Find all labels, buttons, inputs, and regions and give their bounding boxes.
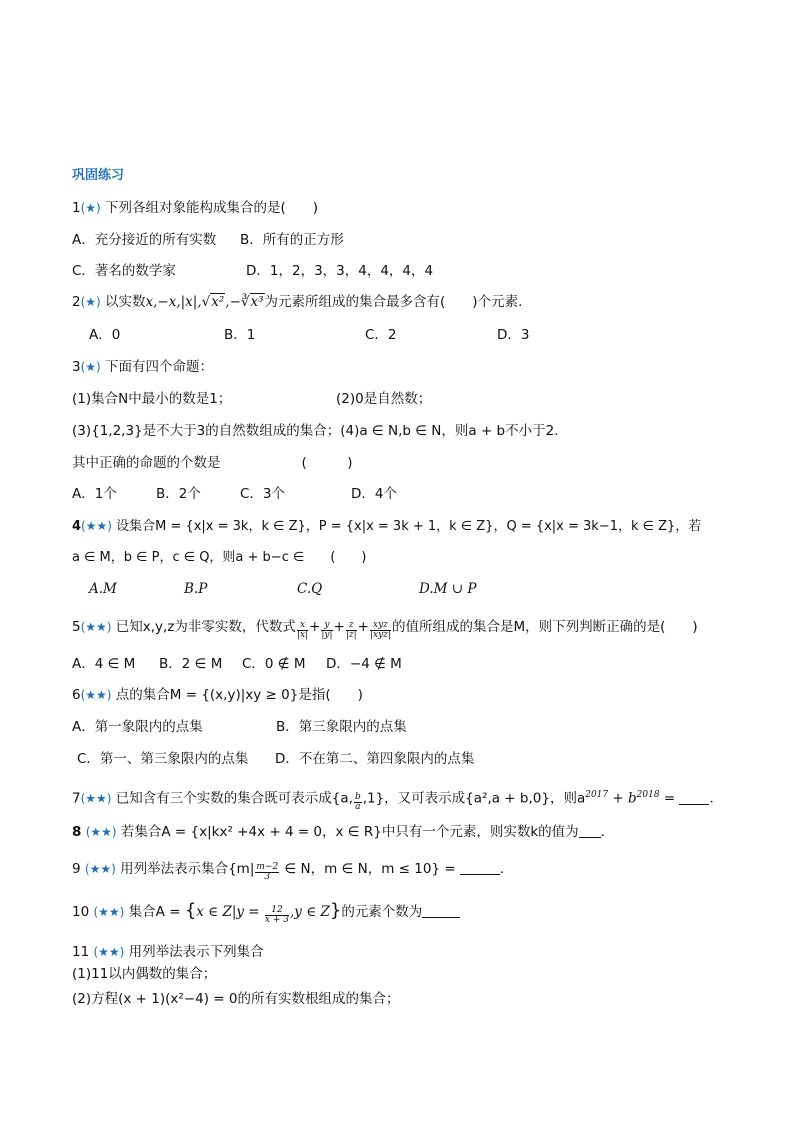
question-number: 5 — [72, 619, 81, 635]
options-row — [72, 485, 397, 503]
set-brace-close: } — [329, 900, 342, 921]
answer-blank[interactable] — [460, 861, 500, 875]
question-stem: 下列各组对象能构成集合的是( ) — [105, 200, 319, 216]
question-number: 3 — [72, 359, 81, 375]
option-a: A．第一象限内的点集 — [72, 719, 203, 735]
difficulty-stars: (★★) — [80, 620, 112, 634]
question-end: ． — [709, 790, 723, 807]
question-ask: 其中正确的命题的个数是 ( ) — [72, 455, 353, 471]
question-stem-line-1: 设集合M = {x|x = 3k，k ∈ Z}，P = {x|x = 3k + 1，k ∈ Z}，Q = {x|x = 3k−1，k ∈ Z}，若 — [116, 519, 702, 534]
fraction-m-minus-2-over-3: $\frac{m-2}{3}$ — [256, 862, 279, 882]
option-b: B．第三象限内的点集 — [276, 719, 407, 735]
question-stem-mid: ,1}，又可表示成{a²,a + b,0}，则a — [362, 790, 586, 807]
option-d: D．4个 — [351, 486, 397, 502]
option-b: B．2 ∈ M — [159, 656, 223, 672]
option-c: C.Q — [297, 581, 323, 597]
option-c: C．0 ∉ M — [242, 656, 306, 672]
options-row — [72, 655, 402, 673]
question-stem-pre: 已知x,y,z为非零实数，代数式 — [115, 619, 296, 635]
fraction-sum: $\frac{x}{|x|}$ + $\frac{y}{|y|}$ + $\frac{z}{|z|}$ + $\frac{\text{xyz}}{\text{|xyz|}}$ — [296, 619, 391, 640]
question-9 — [72, 860, 513, 882]
math-plus-b: + b — [608, 790, 637, 807]
question-11 — [72, 943, 264, 961]
option-a: A.M — [89, 581, 117, 597]
option-d: D.M ∪ P — [419, 581, 477, 597]
question-1 — [72, 199, 318, 217]
sub-question-2: (2)方程(x + 1)(x²−4) = 0的所有实数根组成的集合； — [72, 991, 400, 1007]
set-condition-pre: x ∈ Z|y = — [196, 904, 264, 920]
math-expression: x,−x,|x|, — [145, 294, 202, 310]
question-stem-pre: 集合A = — [128, 904, 185, 920]
proposition-row-1 — [72, 390, 432, 408]
option-c: C．2 — [365, 327, 397, 343]
question-10 — [72, 902, 460, 925]
option-a: A．0 — [89, 327, 121, 343]
question-stem: 若集合A = {x|kx² +4x + 4 = 0，x ∈ R}中只有一个元素，则实数k的值为 — [120, 824, 579, 840]
option-b: B.P — [184, 581, 208, 597]
option-d: D．3 — [497, 327, 530, 343]
option-d: D．不在第二、第四象限内的点集 — [275, 751, 475, 767]
answer-blank[interactable] — [579, 824, 601, 838]
difficulty-stars: (★★) — [80, 688, 112, 702]
question-number: 10 — [72, 904, 90, 920]
question-stem-post: 的元素个数为 — [341, 904, 423, 920]
option-d: D．−4 ∉ M — [326, 656, 402, 672]
option-a: A．4 ∈ M — [72, 656, 136, 672]
question-stem-pre: 用列举法表示集合{m| — [120, 861, 255, 877]
question-2 — [72, 293, 532, 311]
question-4 — [72, 517, 701, 536]
question-number: 4 — [72, 519, 82, 534]
question-8 — [72, 823, 614, 841]
options-row-2 — [77, 750, 475, 768]
question-stem-post: 的值所组成的集合是M，则下列判断正确的是( ) — [391, 619, 698, 635]
options-row-1 — [72, 231, 344, 249]
proposition-2: (2)0是自然数； — [336, 391, 432, 407]
option-a: A．1个 — [72, 486, 117, 502]
question-stem-pre: 以实数 — [105, 294, 146, 310]
difficulty-stars: (★★) — [81, 519, 112, 533]
question-stem: 用列举法表示下列集合 — [128, 944, 264, 960]
options-row — [89, 326, 530, 344]
proposition-1: (1)集合N中最小的数是1； — [72, 391, 232, 407]
section-title: 巩固练习 — [72, 168, 125, 183]
question-stem-post: 为元素所组成的集合最多含有( )个元素． — [264, 294, 532, 310]
difficulty-stars: (★★) — [80, 791, 112, 806]
fraction-12-over-x-plus-3: $\frac{12}{x + 3}$ — [264, 905, 289, 925]
options-row — [89, 580, 477, 598]
option-d: D．1，2，3，3，4，4，4，4 — [246, 263, 434, 279]
option-b: B．1 — [224, 327, 256, 343]
options-row-1 — [72, 718, 407, 736]
difficulty-stars: (★) — [80, 360, 101, 374]
set-brace-open: { — [184, 900, 197, 921]
option-b: B．所有的正方形 — [240, 232, 344, 248]
question-end: ． — [600, 824, 615, 840]
answer-blank[interactable] — [422, 904, 460, 918]
options-row-2 — [72, 262, 434, 280]
question-number: 1 — [72, 200, 81, 216]
option-c: C．著名的数学家 — [72, 263, 176, 279]
question-number: 2 — [72, 294, 81, 310]
question-stem-post: = — [659, 790, 680, 807]
question-number: 8 — [72, 824, 82, 840]
question-stem: 下面有四个命题： — [105, 359, 214, 375]
difficulty-stars: (★) — [80, 201, 101, 215]
question-4-line-2: a ∈ M，b ∈ P，c ∈ Q，则a + b−c ∈ ( ) — [72, 550, 367, 565]
difficulty-stars: (★★) — [93, 905, 125, 919]
question-number: 11 — [72, 944, 90, 960]
answer-blank[interactable] — [679, 791, 709, 805]
option-a: A．充分接近的所有实数 — [72, 232, 217, 248]
option-c: C．第一、第三象限内的点集 — [77, 751, 249, 767]
option-b: B．2个 — [156, 486, 201, 502]
difficulty-stars: (★★) — [84, 862, 116, 876]
question-5 — [72, 618, 698, 640]
question-6 — [72, 686, 363, 704]
question-number: 7 — [72, 790, 81, 807]
question-number: 6 — [72, 687, 81, 703]
question-stem-pre: 已知含有三个实数的集合既可表示成{a, — [115, 790, 353, 807]
set-condition-post: ,y ∈ Z — [289, 904, 330, 920]
question-stem: 点的集合M = {(x,y)|xy ≥ 0}是指( ) — [115, 687, 363, 703]
sqrt-expression: √x²,−∛x³ — [201, 294, 264, 310]
question-3 — [72, 358, 213, 376]
exponent-2: 2018 — [636, 790, 660, 800]
sub-question-1: (1)11以内偶数的集合； — [72, 966, 217, 982]
question-number: 9 — [72, 861, 81, 877]
difficulty-stars: (★★) — [85, 825, 117, 839]
question-end: ． — [499, 861, 514, 877]
difficulty-stars: (★★) — [93, 945, 125, 959]
proposition-row-2: (3){1,2,3}是不大于3的自然数组成的集合；(4)a ∈ N,b ∈ N，则a + b不小于2. — [72, 423, 559, 439]
difficulty-stars: (★) — [80, 295, 101, 309]
question-7 — [72, 786, 723, 812]
fraction-b-over-a: $\frac{b}{a}$ — [354, 791, 361, 812]
exponent-1: 2017 — [585, 790, 609, 800]
question-stem-post: ∈ N，m ∈ N，m ≤ 10} = — [280, 861, 460, 877]
option-c: C．3个 — [240, 486, 286, 502]
